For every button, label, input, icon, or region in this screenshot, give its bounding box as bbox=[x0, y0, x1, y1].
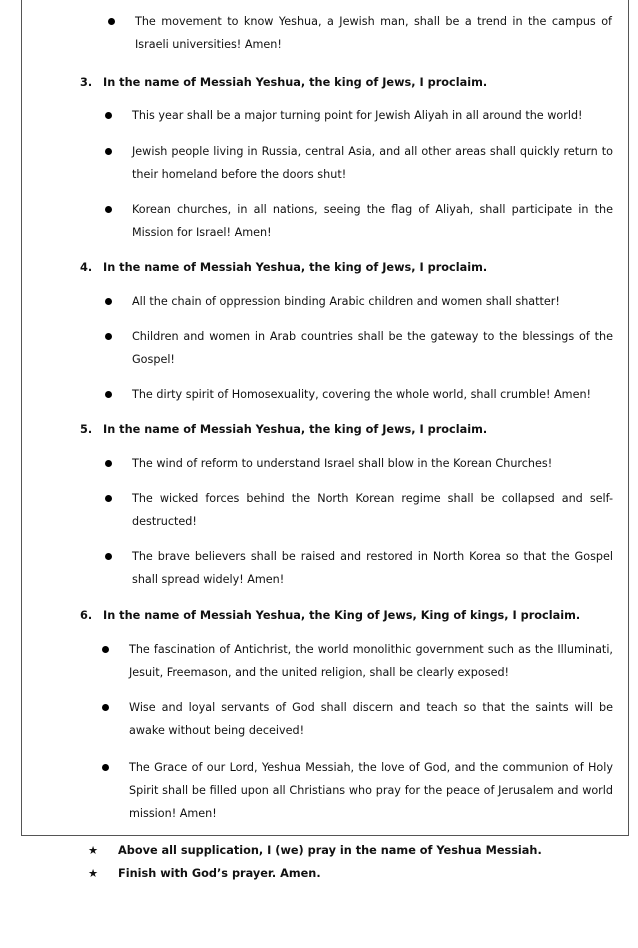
list-item bbox=[105, 104, 613, 127]
list-item-text: The wind of reform to understand Israel shall blow in the Korean Churches! bbox=[132, 457, 553, 470]
list-item-text: This year shall be a major turning point for Jewish Aliyah in all around the world! bbox=[132, 109, 583, 122]
list-item bbox=[102, 638, 613, 684]
bullet-icon bbox=[105, 298, 112, 305]
section-number: 6. bbox=[80, 609, 93, 622]
bullet-icon bbox=[105, 553, 112, 560]
list-item-text: The Grace of our Lord, Yeshua Messiah, the love of God, and the communion of Holy Spirit shall be filled upon all Christians who pray for the peace of Jerusalem and world mission! Amen! bbox=[129, 761, 613, 820]
list-item bbox=[102, 756, 613, 825]
list-item bbox=[105, 487, 613, 533]
list-item bbox=[105, 325, 613, 371]
list-item bbox=[105, 140, 613, 186]
section-heading-text: In the name of Messiah Yeshua, the king of Jews, I proclaim. bbox=[103, 423, 488, 436]
list-item bbox=[105, 452, 613, 475]
list-item-text: All the chain of oppression binding Arabic children and women shall shatter! bbox=[132, 295, 560, 308]
list-item-text: Korean churches, in all nations, seeing the flag of Aliyah, shall participate in the Mission for Israel! Amen! bbox=[132, 203, 613, 239]
bullet-icon bbox=[102, 646, 109, 653]
section-heading bbox=[80, 75, 487, 91]
bullet-icon bbox=[102, 704, 109, 711]
section-number: 4. bbox=[80, 261, 93, 274]
section-heading-text: In the name of Messiah Yeshua, the King of Jews, King of kings, I proclaim. bbox=[103, 609, 581, 622]
list-item-text: The brave believers shall be raised and restored in North Korea so that the Gospel shall spread widely! Amen! bbox=[132, 550, 613, 586]
list-item-text: Children and women in Arab countries shall be the gateway to the blessings of the Gospel! bbox=[132, 330, 613, 366]
list-item bbox=[105, 198, 613, 244]
bullet-icon bbox=[105, 112, 112, 119]
bullet-icon bbox=[102, 764, 109, 771]
list-item-text: The fascination of Antichrist, the world monolithic government such as the Illuminati, Jesuit, Freemason, and the united religion, shall be clearly exposed! bbox=[129, 643, 613, 679]
section-heading bbox=[80, 608, 580, 624]
section-number: 3. bbox=[80, 76, 93, 89]
bullet-icon bbox=[105, 495, 112, 502]
closing-line-text: Above all supplication, I (we) pray in the name of Yeshua Messiah. bbox=[118, 844, 542, 857]
section-number: 5. bbox=[80, 423, 93, 436]
list-item bbox=[105, 290, 613, 313]
star-icon: ★ bbox=[88, 867, 99, 880]
list-item bbox=[105, 545, 613, 591]
section-heading bbox=[80, 260, 487, 276]
list-item-text: The wicked forces behind the North Korean regime shall be collapsed and self-destructed! bbox=[132, 492, 613, 528]
bullet-icon bbox=[105, 206, 112, 213]
bullet-icon bbox=[105, 391, 112, 398]
section-heading-text: In the name of Messiah Yeshua, the king of Jews, I proclaim. bbox=[103, 261, 488, 274]
list-item bbox=[102, 696, 613, 742]
list-item-text: Wise and loyal servants of God shall discern and teach so that the saints will be awake without being deceived! bbox=[129, 701, 613, 737]
bullet-icon bbox=[105, 333, 112, 340]
bullet-icon bbox=[105, 460, 112, 467]
list-item-text: Jewish people living in Russia, central Asia, and all other areas shall quickly return to their homeland before the doors shut! bbox=[132, 145, 613, 181]
closing-line bbox=[88, 866, 321, 882]
list-item bbox=[108, 10, 612, 56]
list-item-text: The dirty spirit of Homosexuality, covering the whole world, shall crumble! Amen! bbox=[132, 388, 592, 401]
star-icon: ★ bbox=[88, 844, 99, 857]
section-heading bbox=[80, 422, 487, 438]
bullet-icon bbox=[108, 18, 115, 25]
section-heading-text: In the name of Messiah Yeshua, the king of Jews, I proclaim. bbox=[103, 76, 488, 89]
bullet-icon bbox=[105, 148, 112, 155]
closing-line bbox=[88, 843, 542, 859]
list-item-text: The movement to know Yeshua, a Jewish man, shall be a trend in the campus of Israeli universities! Amen! bbox=[135, 15, 612, 51]
closing-line-text: Finish with God’s prayer. Amen. bbox=[118, 867, 321, 880]
list-item bbox=[105, 383, 613, 406]
